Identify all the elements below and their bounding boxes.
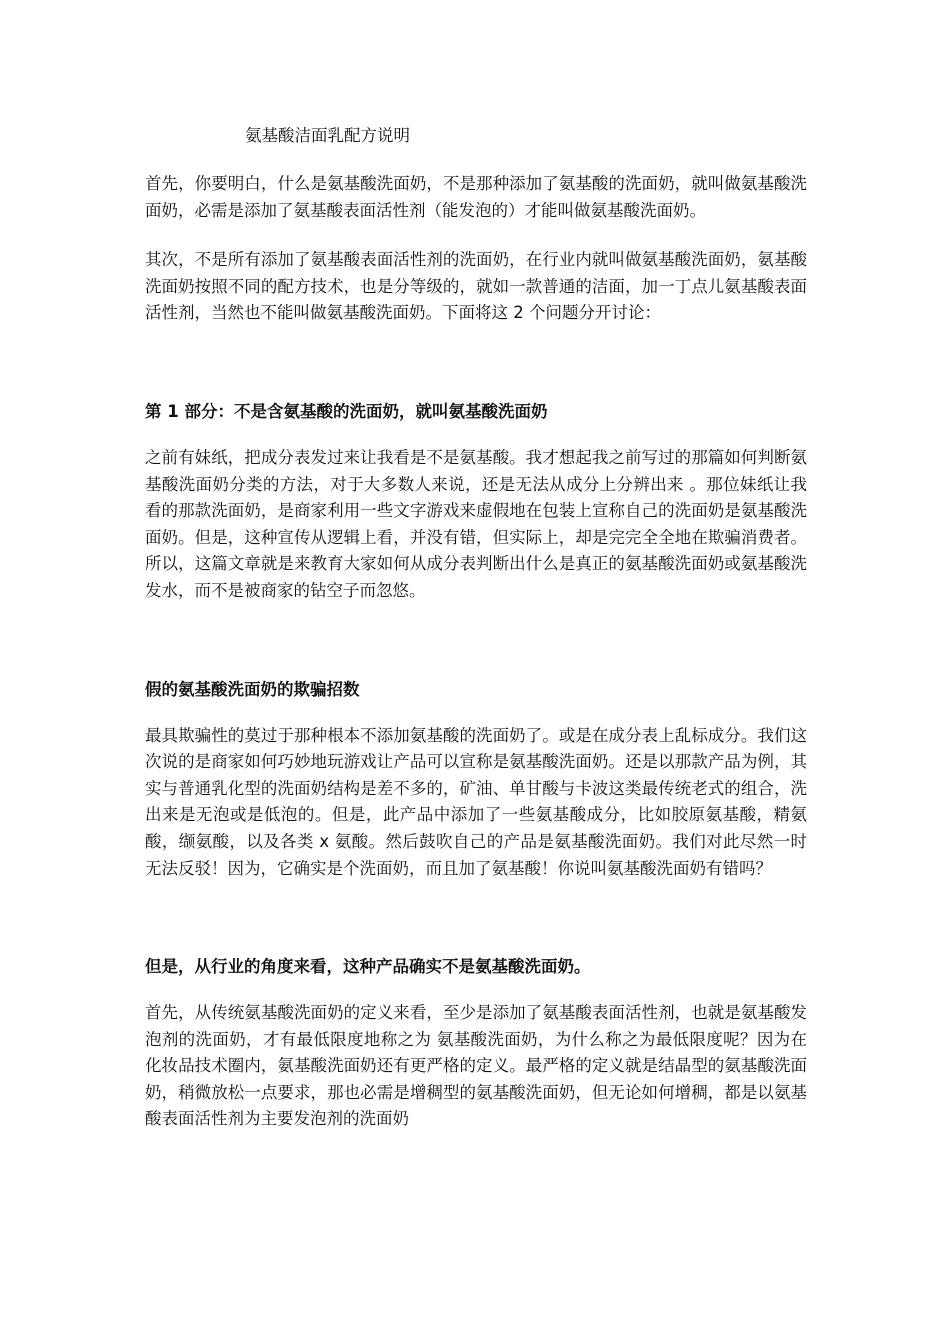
document-body: [145, 123, 807, 1133]
paragraph-industry-view: 首先，从传统氨基酸洗面奶的定义来看，至少是添加了氨基酸表面活性剂，也就是氨基酸发泡剂的洗面奶，才有最低限度地称之为 氨基酸洗面奶，为什么称之为最低限度呢？因为在化妆品技术圈内，氨基酸洗面奶还有更严格的定义。最严格的定义就是结晶型的氨基酸洗面奶，稍微放松一点要求，那也必需是增稠型的氨基酸洗面奶，但无论如何增稠，都是以氨基酸表面活性剂为主要发泡剂的洗面奶: [145, 1003, 807, 1129]
paragraph-intro: 首先，你要明白，什么是氨基酸洗面奶，不是那种添加了氨基酸的洗面奶，就叫做氨基酸洗面奶，必需是添加了氨基酸表面活性剂（能发泡的）才能叫做氨基酸洗面奶。: [145, 174, 807, 220]
heading-part-1: 第 1 部分：不是含氨基酸的洗面奶，就叫氨基酸洗面奶: [145, 401, 548, 421]
paragraph-part-1: 之前有妹纸，把成分表发过来让我看是不是氨基酸。我才想起我之前写过的那篇如何判断氨基酸洗面奶分类的方法，对于大多数人来说，还是无法从成分上分辨出来 。那位妹纸让我看的那款洗面奶，是商家利用一些文字游戏来虚假地在包装上宣称自己的洗面奶是氨基酸洗面奶。但是，这种宣传从逻辑上看，并没有错，但实际上，却是完完全全地在欺骗消费者。所以，这篇文章就是来教育大家如何从成分表判断出什么是真正的氨基酸洗面奶或氨基酸洗发水，而不是被商家的钻空子而忽悠。: [145, 447, 807, 600]
heading-fake-tricks: 假的氨基酸洗面奶的欺骗招数: [145, 679, 360, 699]
paragraph-fake-tricks: 最具欺骗性的莫过于那种根本不添加氨基酸的洗面奶了。或是在成分表上乱标成分。我们这次说的是商家如何巧妙地玩游戏让产品可以宣称是氨基酸洗面奶。还是以那款产品为例，其实与普通乳化型的洗面奶结构是差不多的，矿油、单甘酸与卡波这类最传统老式的组合，洗出来是无泡或是低泡的。但是，此产品中添加了一些氨基酸成分，比如胶原氨基酸，精氨酸，缬氨酸，以及各类 x 氨酸。然后鼓吹自己的产品是氨基酸洗面奶。我们对此尽然一时无法反驳！因为，它确实是个洗面奶，而且加了氨基酸！你说叫氨基酸洗面奶有错吗？: [145, 725, 807, 878]
heading-industry-view: 但是，从行业的角度来看，这种产品确实不是氨基酸洗面奶。: [145, 957, 591, 977]
document-title: 氨基酸洁面乳配方说明: [245, 126, 410, 145]
paragraph-second: 其次，不是所有添加了氨基酸表面活性剂的洗面奶，在行业内就叫做氨基酸洗面奶，氨基酸洗面奶按照不同的配方技术，也是分等级的，就如一款普通的洁面，加一丁点儿氨基酸表面活性剂，当然也不能叫做氨基酸洗面奶。下面将这 2 个问题分开讨论：: [145, 250, 807, 323]
